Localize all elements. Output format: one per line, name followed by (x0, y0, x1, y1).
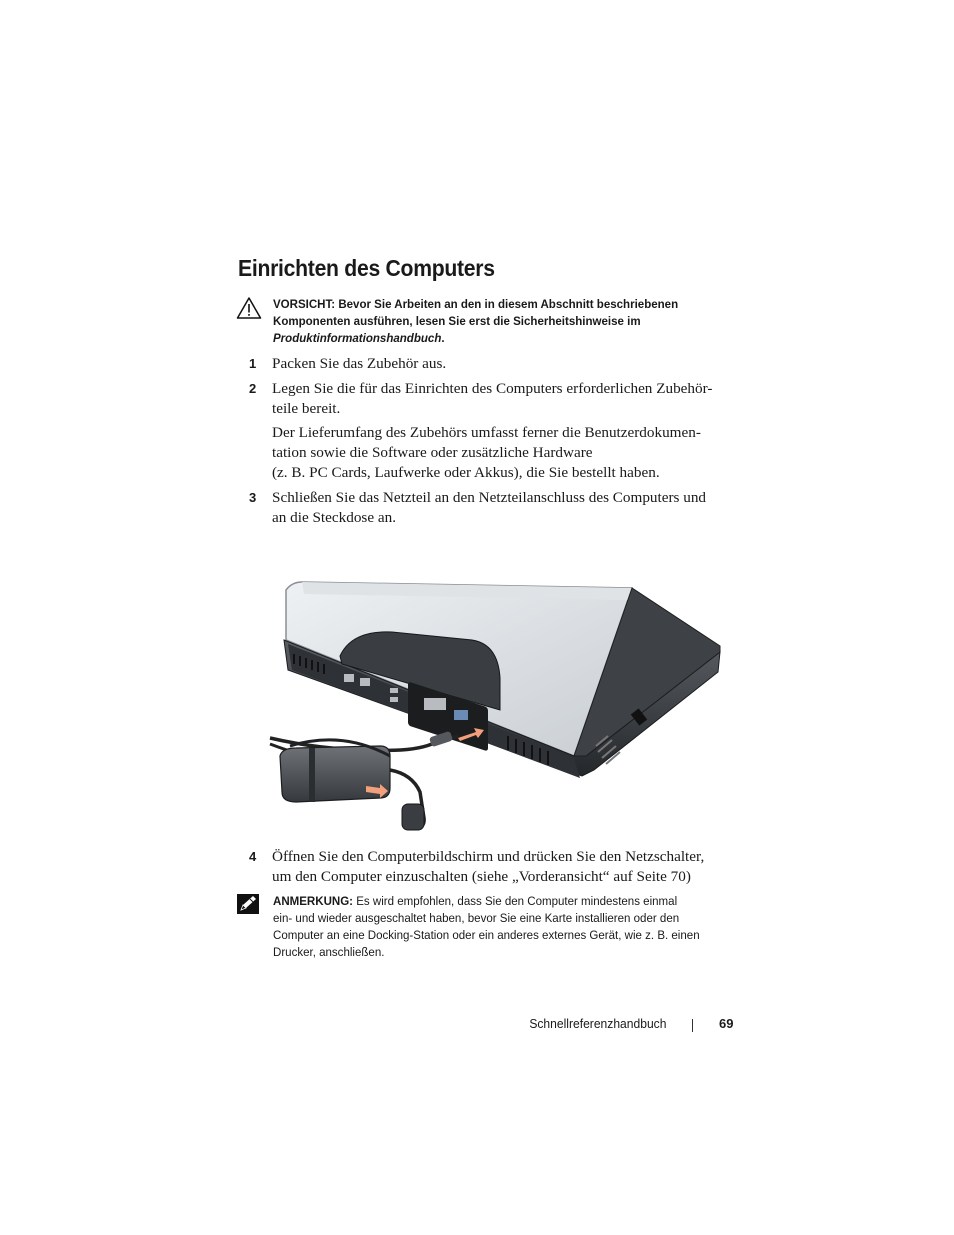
step-line: Schließen Sie das Netzteil an den Netzteilanschluss des Computers und (272, 489, 707, 506)
caution-book-title: Produktinformationshandbuch (273, 331, 442, 345)
page-number: 69 (719, 1016, 734, 1031)
step-number: 1 (249, 356, 257, 371)
step-text (272, 354, 734, 374)
step-line: Öffnen Sie den Computerbildschirm und drücken Sie den Netzschalter, (272, 848, 705, 865)
step-line: an die Steckdose an. (272, 509, 396, 526)
footer-title: Schnellreferenzhandbuch (528, 1016, 666, 1031)
paragraph-line: (z. B. PC Cards, Laufwerke oder Akkus), die Sie bestellt haben. (272, 464, 660, 481)
step-2-paragraph (272, 423, 734, 483)
step-number: 4 (249, 849, 257, 864)
caution-body: Bevor Sie Arbeiten an den in diesem Abschnitt beschriebenen Komponenten ausführen, lesen Sie erst die Sicherheitshinweise im (273, 297, 679, 328)
note-line: Es wird empfohlen, dass Sie den Computer mindestens einmal (356, 894, 678, 908)
paragraph-line: tation sowie die Software oder zusätzliche Hardware (272, 444, 593, 461)
step-line: Packen Sie das Zubehör aus. (272, 355, 447, 372)
warning-triangle-icon (236, 296, 262, 325)
step-number: 3 (249, 490, 257, 505)
step-line: Legen Sie die für das Einrichten des Computers erforderlichen Zubehör- (272, 380, 713, 397)
page-title: Einrichten des Computers (238, 255, 495, 281)
step-text (272, 847, 734, 887)
step-text (272, 379, 734, 419)
paragraph-line: Der Lieferumfang des Zubehörs umfasst ferner die Benutzerdokumen- (272, 424, 701, 441)
caution-text (273, 296, 710, 347)
caution-label: VORSICHT: (273, 297, 336, 311)
note-line: ein- und wieder ausgeschaltet haben, bevor Sie eine Karte installieren oder den (273, 911, 680, 925)
note-line: Drucker, anschließen. (273, 945, 385, 959)
footer-divider (692, 1019, 693, 1032)
note-label: ANMERKUNG: (273, 894, 354, 908)
note-text (273, 893, 710, 961)
step-line: teile bereit. (272, 400, 341, 417)
note-line: Computer an eine Docking-Station oder ein anderes externes Gerät, wie z. B. einen (273, 928, 700, 942)
caution-end: . (441, 331, 445, 345)
step-number: 2 (249, 381, 257, 396)
step-text (272, 488, 734, 528)
page-footer (0, 1014, 954, 1034)
laptop-power-adapter-illustration (262, 560, 732, 845)
step-line: um den Computer einzuschalten (siehe „Vorderansicht“ auf Seite 70) (272, 868, 691, 885)
pencil-note-icon (236, 893, 262, 920)
